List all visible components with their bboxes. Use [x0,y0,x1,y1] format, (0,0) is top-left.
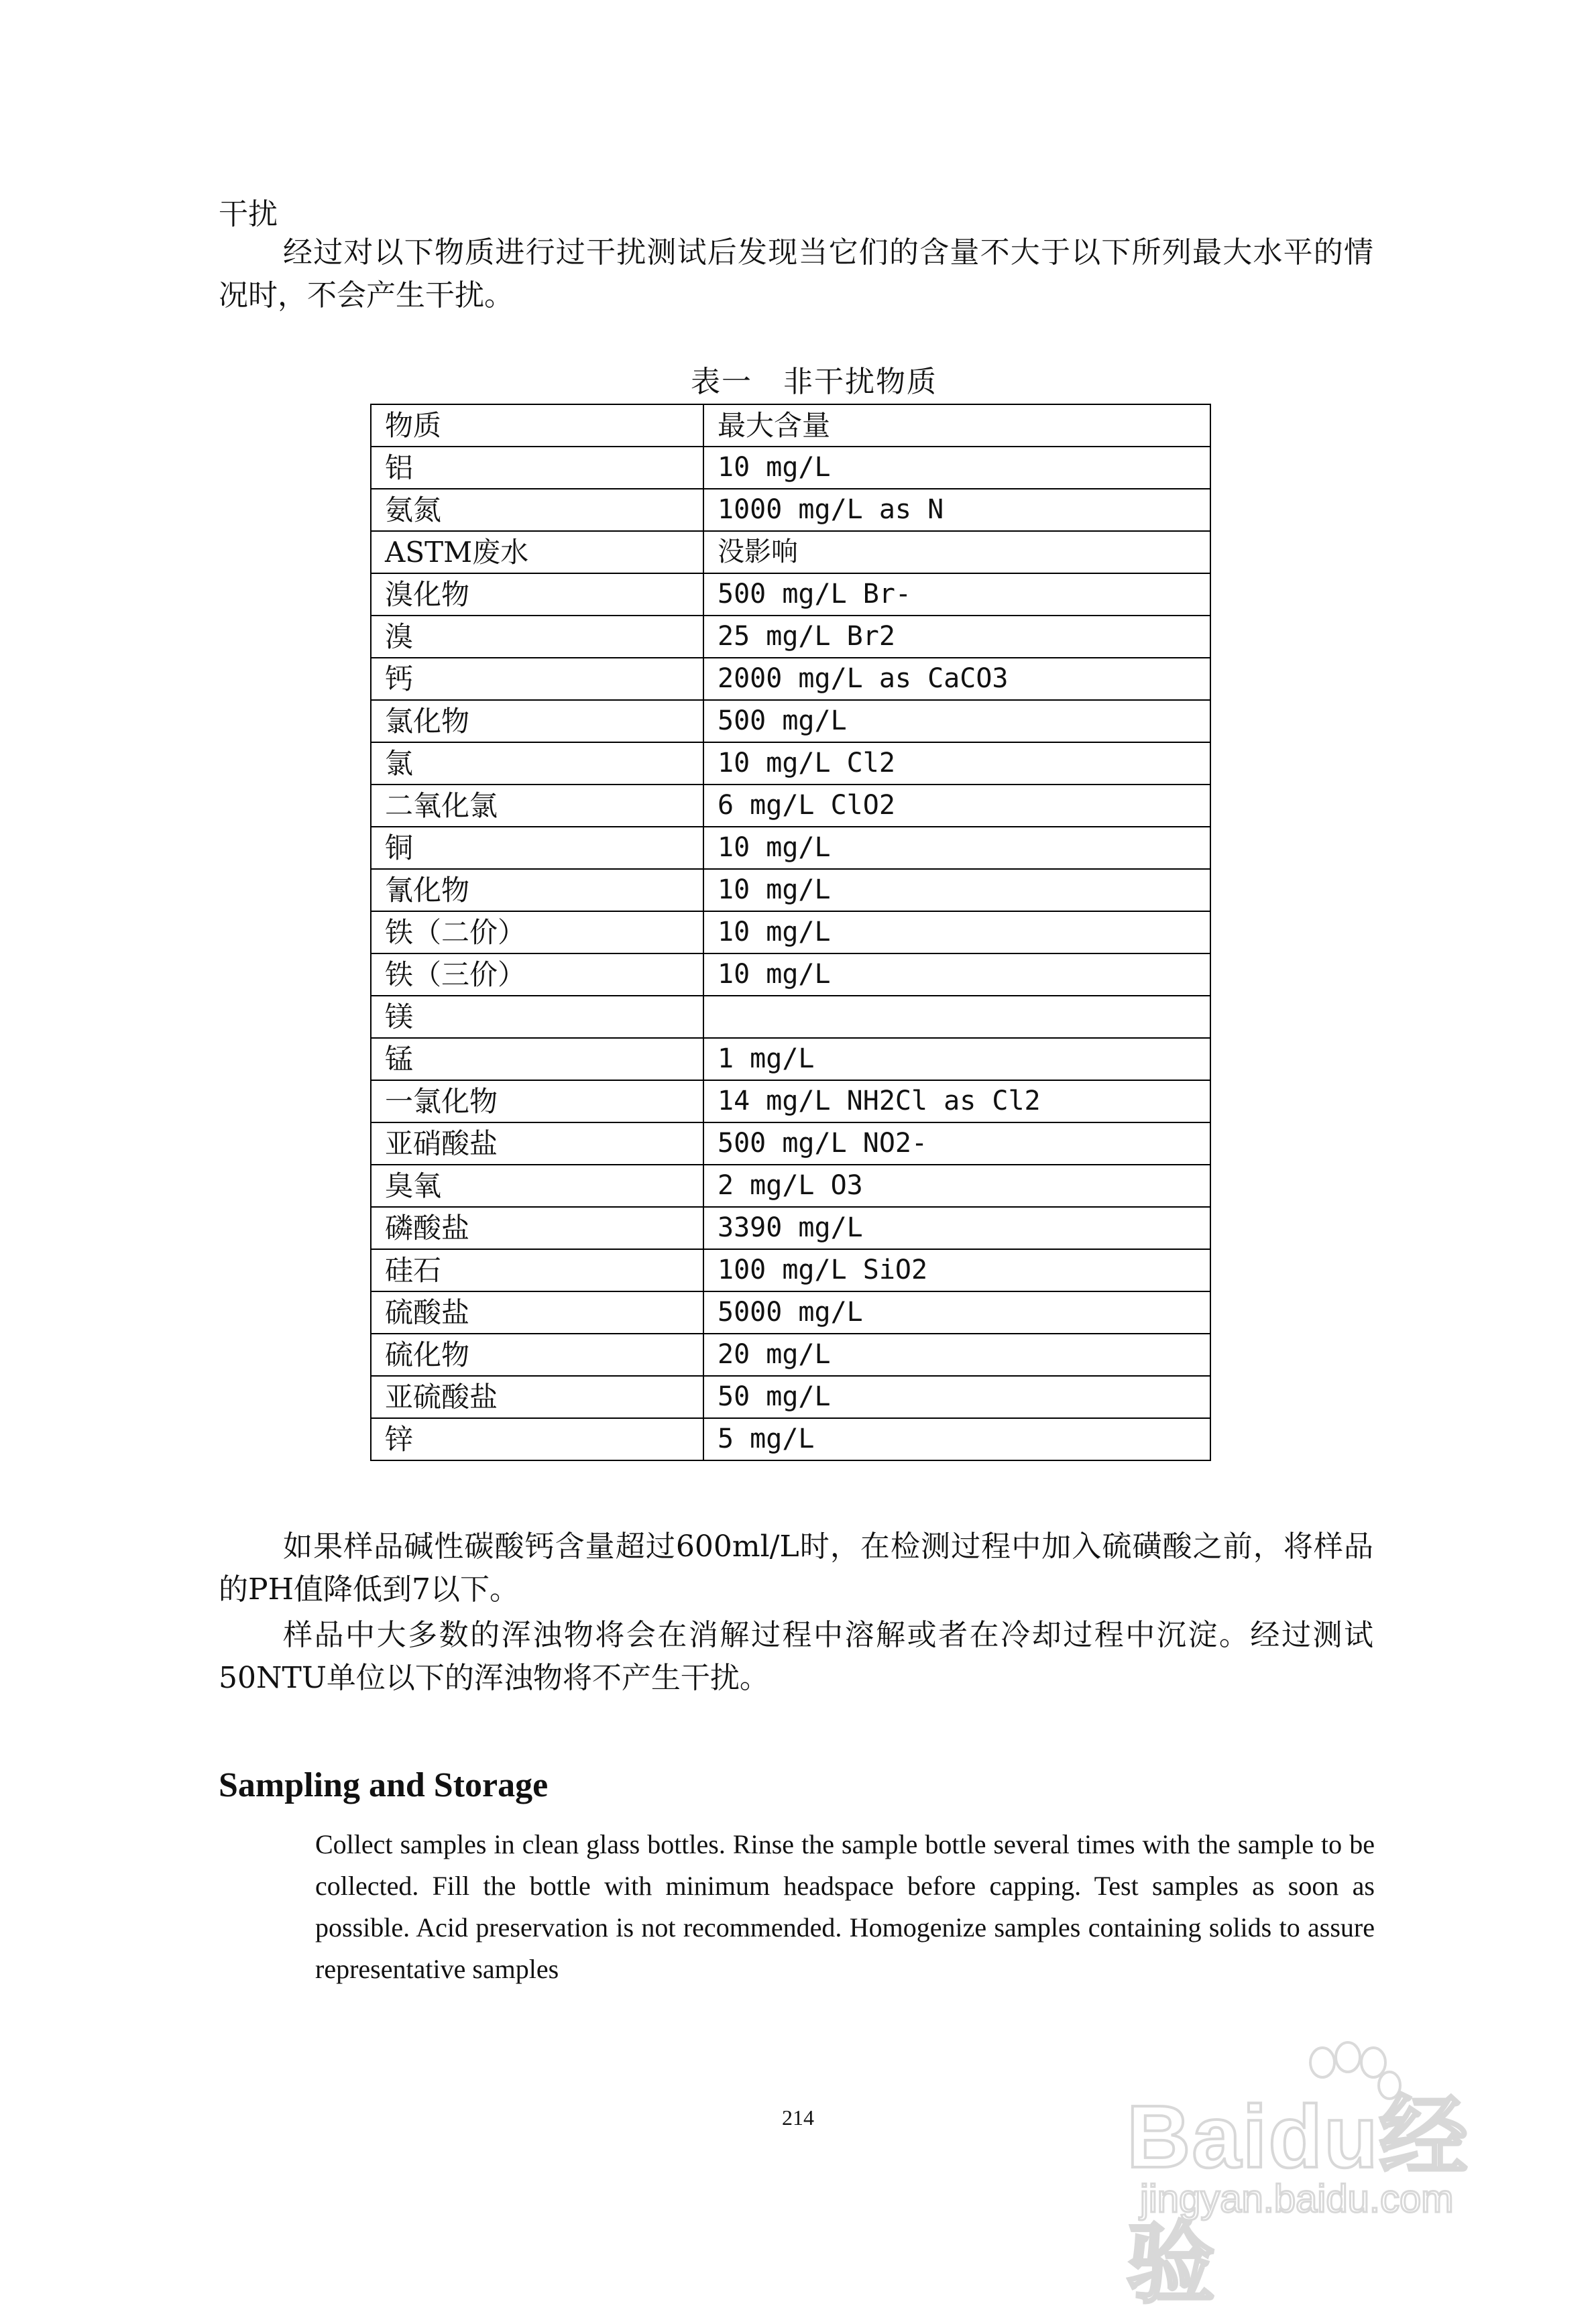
intro-paragraph: 经过对以下物质进行过干扰测试后发现当它们的含量不大于以下所列最大水平的情况时，不会产生干扰。 [219,235,1373,312]
table-row [371,531,1210,573]
table-row [371,1207,1210,1249]
substance-cell: 硫酸盐 [371,1291,703,1334]
table-row [371,573,1210,616]
max-level-cell: 500 mg/L NO2- [703,1122,1210,1165]
max-level-cell: 6 mg/L ClO2 [703,785,1210,827]
table-row [371,1376,1210,1418]
column-header-max-level: 最大含量 [703,404,1210,447]
substance-cell: 氯 [371,742,703,785]
max-level-cell: 10 mg/L [703,447,1210,489]
substance-cell: 氯化物 [371,700,703,742]
max-level-cell: 10 mg/L [703,869,1210,911]
max-level-cell [703,996,1210,1038]
substance-cell: 硅石 [371,1249,703,1291]
table-row [371,1291,1210,1334]
substance-cell: 亚硝酸盐 [371,1122,703,1165]
max-level-cell: 5000 mg/L [703,1291,1210,1334]
substance-cell: 溴 [371,616,703,658]
watermark-brand: Baidu经验 [1127,2087,1469,2313]
max-level-cell: 2000 mg/L as CaCO3 [703,658,1210,700]
max-level-cell: 10 mg/L [703,911,1210,953]
substance-cell: ASTM废水 [371,531,703,573]
interference-table [370,404,1211,1461]
substance-cell: 锌 [371,1418,703,1460]
max-level-cell: 10 mg/L [703,827,1210,869]
max-level-cell: 25 mg/L Br2 [703,616,1210,658]
max-level-cell: 2 mg/L O3 [703,1165,1210,1207]
substance-cell: 铁（二价） [371,911,703,953]
table-row [371,1080,1210,1122]
max-level-cell: 20 mg/L [703,1334,1210,1376]
max-level-cell: 1000 mg/L as N [703,489,1210,531]
sampling-heading: Sampling and Storage [219,1766,549,1804]
watermark-url: jingyan.baidu.com [1140,2177,1454,2221]
table-caption: 表一 非干扰物质 [691,365,937,399]
table-header-row [371,404,1210,447]
substance-cell: 铝 [371,447,703,489]
table-row [371,489,1210,531]
substance-cell: 溴化物 [371,573,703,616]
table-row [371,953,1210,996]
page-number: 214 [782,2105,814,2130]
max-level-cell: 14 mg/L NH2Cl as Cl2 [703,1080,1210,1122]
substance-cell: 一氯化物 [371,1080,703,1122]
baidu-watermark [1127,2038,1529,2313]
substance-cell: 钙 [371,658,703,700]
turbidity-note: 样品中大多数的浑浊物将会在消解过程中溶解或者在冷却过程中沉淀。经过测试50NTU单位以下的浑浊物将不产生干扰。 [219,1618,1373,1695]
substance-cell: 臭氧 [371,1165,703,1207]
sampling-paragraph: Collect samples in clean glass bottles. Rinse the sample bottle several times with the sample to be collected. Fill the bottle with minimum headspace before capping. Test samples as soon as possible. Acid preservation is not recommended. Homogenize samples containing solids to assure representative samples [315,1829,1375,1984]
max-level-cell: 10 mg/L [703,953,1210,996]
table-row [371,447,1210,489]
substance-cell: 铜 [371,827,703,869]
column-header-substance: 物质 [371,404,703,447]
table-row [371,742,1210,785]
table-row [371,869,1210,911]
max-level-cell: 100 mg/L SiO2 [703,1249,1210,1291]
alkalinity-note: 如果样品碱性碳酸钙含量超过600ml/L时，在检测过程中加入硫磺酸之前，将样品的PH值降低到7以下。 [219,1529,1373,1607]
substance-cell: 硫化物 [371,1334,703,1376]
max-level-cell: 10 mg/L Cl2 [703,742,1210,785]
table-row [371,616,1210,658]
table-row [371,996,1210,1038]
table-row [371,1249,1210,1291]
table-row [371,785,1210,827]
section-title: 干扰 [219,197,278,231]
table-row [371,1165,1210,1207]
table-row [371,1418,1210,1460]
max-level-cell: 500 mg/L [703,700,1210,742]
max-level-cell: 1 mg/L [703,1038,1210,1080]
table-row [371,1122,1210,1165]
table-row [371,1038,1210,1080]
max-level-cell: 3390 mg/L [703,1207,1210,1249]
substance-cell: 氰化物 [371,869,703,911]
max-level-cell: 50 mg/L [703,1376,1210,1418]
substance-cell: 镁 [371,996,703,1038]
max-level-cell: 500 mg/L Br- [703,573,1210,616]
table-row [371,700,1210,742]
max-level-cell: 5 mg/L [703,1418,1210,1460]
table-row [371,658,1210,700]
max-level-cell: 没影响 [703,531,1210,573]
table-row [371,1334,1210,1376]
substance-cell: 磷酸盐 [371,1207,703,1249]
substance-cell: 锰 [371,1038,703,1080]
table-row [371,911,1210,953]
substance-cell: 铁（三价） [371,953,703,996]
substance-cell: 二氧化氯 [371,785,703,827]
substance-cell: 氨氮 [371,489,703,531]
table-row [371,827,1210,869]
substance-cell: 亚硫酸盐 [371,1376,703,1418]
